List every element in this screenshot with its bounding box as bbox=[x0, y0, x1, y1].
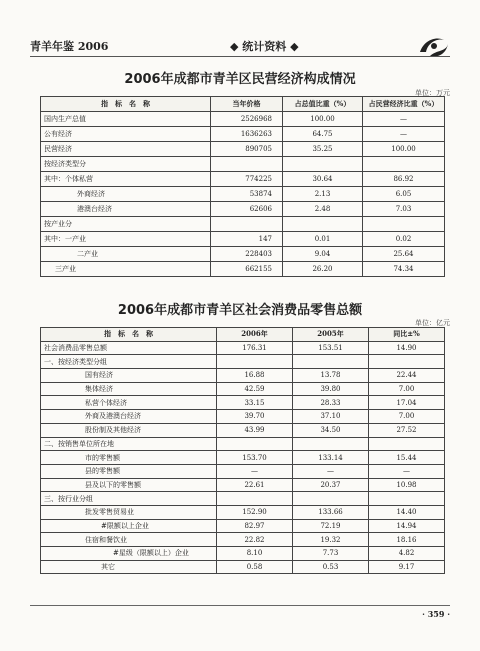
cell-value: 8.10 bbox=[217, 547, 293, 561]
row-label: 其中：一产业 bbox=[41, 232, 211, 247]
table2-title: 2006年成都市青羊区社会消费品零售总额 bbox=[117, 303, 363, 318]
footer-rule bbox=[30, 605, 450, 606]
cell-value: 14.90 bbox=[369, 341, 445, 355]
cell-value: 9.04 bbox=[283, 247, 363, 262]
table2-header-2006: 2006年 bbox=[217, 328, 293, 342]
table-row bbox=[41, 187, 445, 202]
cell-value: 133.66 bbox=[293, 505, 369, 519]
cell-value: 72.19 bbox=[293, 519, 369, 533]
table-row bbox=[41, 547, 445, 561]
table-row bbox=[41, 505, 445, 519]
private-economy-table bbox=[40, 96, 445, 277]
cell-value: — bbox=[217, 464, 293, 478]
cell-value: 6.05 bbox=[363, 187, 445, 202]
row-label: 民营经济 bbox=[41, 142, 211, 157]
cell-value: 53874 bbox=[211, 187, 283, 202]
cell-value: 133.14 bbox=[293, 451, 369, 465]
row-label: 外商及港澳台经济 bbox=[41, 410, 217, 424]
cell-value: 662155 bbox=[211, 262, 283, 277]
cell-value: 4.82 bbox=[369, 547, 445, 561]
row-label: 市的零售额 bbox=[41, 451, 217, 465]
cell-value bbox=[211, 157, 283, 172]
cell-value: 43.99 bbox=[217, 423, 293, 437]
cell-value: 37.10 bbox=[293, 410, 369, 424]
row-label: 二、按销售单位所在地 bbox=[41, 437, 217, 451]
row-label: 其中：个体私营 bbox=[41, 172, 211, 187]
cell-value: 0.58 bbox=[217, 560, 293, 574]
cell-value: 82.97 bbox=[217, 519, 293, 533]
cell-value: 62606 bbox=[211, 202, 283, 217]
cell-value bbox=[363, 157, 445, 172]
table-row bbox=[41, 262, 445, 277]
table-row bbox=[41, 232, 445, 247]
cell-value bbox=[369, 355, 445, 369]
table-row bbox=[41, 492, 445, 506]
row-label: 三、按行业分组 bbox=[41, 492, 217, 506]
table-row bbox=[41, 423, 445, 437]
cell-value: 27.52 bbox=[369, 423, 445, 437]
table-row bbox=[41, 247, 445, 262]
cell-value bbox=[217, 437, 293, 451]
cell-value bbox=[363, 217, 445, 232]
table-row bbox=[41, 202, 445, 217]
cell-value: 100.00 bbox=[283, 112, 363, 127]
cell-value: 10.98 bbox=[369, 478, 445, 492]
cell-value: 0.02 bbox=[363, 232, 445, 247]
cell-value: 15.44 bbox=[369, 451, 445, 465]
row-label: 港澳台经济 bbox=[41, 202, 211, 217]
cell-value: 7.73 bbox=[293, 547, 369, 561]
row-label: 一、按经济类型分组 bbox=[41, 355, 217, 369]
table-row bbox=[41, 464, 445, 478]
cell-value bbox=[283, 217, 363, 232]
cell-value: 64.75 bbox=[283, 127, 363, 142]
cell-value: 22.82 bbox=[217, 533, 293, 547]
table-row bbox=[41, 410, 445, 424]
header-rule bbox=[30, 56, 450, 57]
row-label: 外商经济 bbox=[41, 187, 211, 202]
row-label: #星级（限额以上）企业 bbox=[41, 547, 217, 561]
cell-value: 0.01 bbox=[283, 232, 363, 247]
cell-value bbox=[369, 492, 445, 506]
table-row bbox=[41, 157, 445, 172]
cell-value: 153.51 bbox=[293, 341, 369, 355]
cell-value: 42.59 bbox=[217, 382, 293, 396]
row-label: #限额以上企业 bbox=[41, 519, 217, 533]
table-row bbox=[41, 396, 445, 410]
row-label: 股份制及其他经济 bbox=[41, 423, 217, 437]
cell-value: 22.44 bbox=[369, 369, 445, 383]
cell-value: 13.78 bbox=[293, 369, 369, 383]
row-label: 县及以下的零售额 bbox=[41, 478, 217, 492]
row-label: 国内生产总值 bbox=[41, 112, 211, 127]
cell-value: 16.88 bbox=[217, 369, 293, 383]
cell-value: 2.13 bbox=[283, 187, 363, 202]
row-label: 国有经济 bbox=[41, 369, 217, 383]
row-label: 社会消费品零售总额 bbox=[41, 341, 217, 355]
table-row bbox=[41, 560, 445, 574]
row-label: 批发零售贸易业 bbox=[41, 505, 217, 519]
row-label: 私营个体经济 bbox=[41, 396, 217, 410]
cell-value: 14.94 bbox=[369, 519, 445, 533]
table1-header-share-total: 占总值比重（%） bbox=[283, 97, 363, 112]
row-label: 二产业 bbox=[41, 247, 211, 262]
table-row bbox=[41, 533, 445, 547]
cell-value: 152.90 bbox=[217, 505, 293, 519]
cell-value: 7.03 bbox=[363, 202, 445, 217]
cell-value: 19.32 bbox=[293, 533, 369, 547]
cell-value bbox=[211, 217, 283, 232]
cell-value: 9.17 bbox=[369, 560, 445, 574]
page-number: · 359 · bbox=[422, 609, 450, 619]
cell-value: — bbox=[363, 112, 445, 127]
row-label: 其它 bbox=[41, 560, 217, 574]
cell-value: 100.00 bbox=[363, 142, 445, 157]
table1-header-name: 指 标 名 称 bbox=[41, 97, 211, 112]
page-header bbox=[30, 30, 450, 62]
cell-value bbox=[293, 355, 369, 369]
table-row bbox=[41, 478, 445, 492]
cell-value: 774225 bbox=[211, 172, 283, 187]
row-label: 按经济类型分 bbox=[41, 157, 211, 172]
table-row bbox=[41, 519, 445, 533]
table2-header-name: 指 标 名 称 bbox=[41, 328, 217, 342]
cell-value: 176.31 bbox=[217, 341, 293, 355]
cell-value: 14.40 bbox=[369, 505, 445, 519]
cell-value: 20.37 bbox=[293, 478, 369, 492]
cell-value bbox=[217, 355, 293, 369]
cell-value: 0.53 bbox=[293, 560, 369, 574]
cell-value: — bbox=[363, 127, 445, 142]
cell-value: 74.34 bbox=[363, 262, 445, 277]
row-label: 公有经济 bbox=[41, 127, 211, 142]
table-row bbox=[41, 382, 445, 396]
table-row bbox=[41, 437, 445, 451]
table-row bbox=[41, 142, 445, 157]
cell-value: 2526968 bbox=[211, 112, 283, 127]
cell-value: 39.70 bbox=[217, 410, 293, 424]
cell-value: 890705 bbox=[211, 142, 283, 157]
table-row bbox=[41, 451, 445, 465]
cell-value: 25.64 bbox=[363, 247, 445, 262]
table-row bbox=[41, 172, 445, 187]
table-row bbox=[41, 369, 445, 383]
row-label: 县的零售额 bbox=[41, 464, 217, 478]
cell-value: 35.25 bbox=[283, 142, 363, 157]
cell-value: — bbox=[369, 464, 445, 478]
table-row bbox=[41, 355, 445, 369]
table1-header-share-private: 占民营经济比重（%） bbox=[363, 97, 445, 112]
cell-value: 18.16 bbox=[369, 533, 445, 547]
table2-unit: 单位：亿元 bbox=[415, 319, 450, 327]
table-row bbox=[41, 341, 445, 355]
retail-sales-table bbox=[40, 327, 445, 574]
table1-header-price: 当年价格 bbox=[211, 97, 283, 112]
cell-value: 228403 bbox=[211, 247, 283, 262]
cell-value: 1636263 bbox=[211, 127, 283, 142]
row-label: 住宿和餐饮业 bbox=[41, 533, 217, 547]
cell-value: 26.20 bbox=[283, 262, 363, 277]
cell-value: 147 bbox=[211, 232, 283, 247]
row-label: 三产业 bbox=[41, 262, 211, 277]
cell-value: 153.70 bbox=[217, 451, 293, 465]
cell-value: — bbox=[293, 464, 369, 478]
row-label: 集体经济 bbox=[41, 382, 217, 396]
table1-unit: 单位：万元 bbox=[415, 89, 450, 97]
cell-value: 7.00 bbox=[369, 382, 445, 396]
row-label: 按产业分 bbox=[41, 217, 211, 232]
table-row bbox=[41, 217, 445, 232]
table2-header-2005: 2005年 bbox=[293, 328, 369, 342]
cell-value: 30.64 bbox=[283, 172, 363, 187]
cell-value bbox=[293, 492, 369, 506]
cell-value: 33.15 bbox=[217, 396, 293, 410]
cell-value: 7.00 bbox=[369, 410, 445, 424]
cell-value bbox=[293, 437, 369, 451]
cell-value: 2.48 bbox=[283, 202, 363, 217]
table2-header-yoy: 同比±% bbox=[369, 328, 445, 342]
cell-value: 17.04 bbox=[369, 396, 445, 410]
cell-value bbox=[217, 492, 293, 506]
cell-value: 39.80 bbox=[293, 382, 369, 396]
cell-value: 28.33 bbox=[293, 396, 369, 410]
cell-value bbox=[283, 157, 363, 172]
section-title: ◆ 统计资料 ◆ bbox=[230, 40, 299, 53]
table1-title: 2006年成都市青羊区民营经济构成情况 bbox=[124, 72, 356, 87]
table-row bbox=[41, 112, 445, 127]
table-row bbox=[41, 127, 445, 142]
cell-value: 34.50 bbox=[293, 423, 369, 437]
cell-value bbox=[369, 437, 445, 451]
yearbook-title: 青羊年鉴 2006 bbox=[30, 40, 109, 53]
cell-value: 22.61 bbox=[217, 478, 293, 492]
cell-value: 86.92 bbox=[363, 172, 445, 187]
